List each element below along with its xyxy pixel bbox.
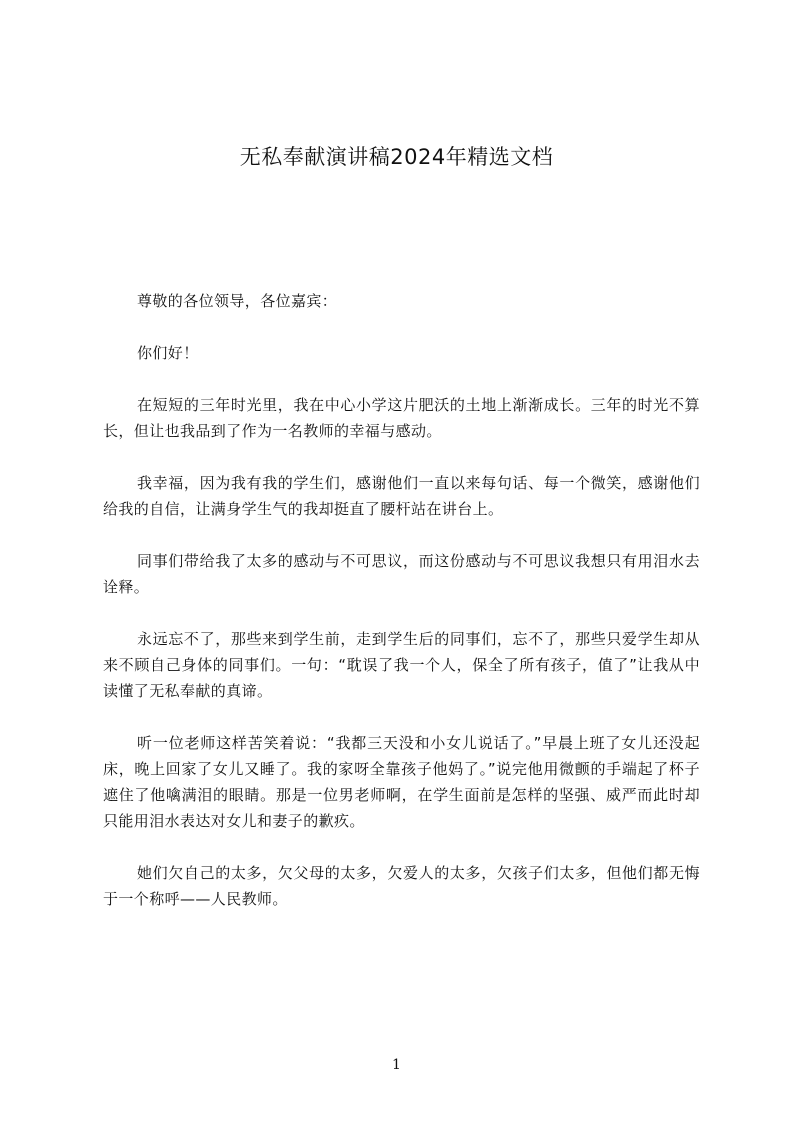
paragraph-greeting: 你们好！: [137, 344, 199, 362]
paragraph: 她们欠自己的太多，欠父母的太多，欠爱人的太多，欠孩子们太多，但他们都无悔于一个称呼——人民教师。: [103, 864, 700, 908]
document-title: 无私奉献演讲稿2024年精选文档: [239, 145, 554, 169]
paragraph: 永远忘不了，那些来到学生前，走到学生后的同事们，忘不了，那些只爱学生却从来不顾自己身体的同事们。一句：“耽误了我一个人，保全了所有孩子，值了”让我从中读懂了无私奉献的真谛。: [103, 630, 700, 700]
paragraph: 同事们带给我了太多的感动与不可思议，而这份感动与不可思议我想只有用泪水去诠释。: [103, 552, 700, 596]
document-body: [103, 288, 700, 938]
page-number: 1: [392, 1057, 401, 1073]
paragraph-salutation: 尊敬的各位领导，各位嘉宾：: [137, 292, 338, 310]
paragraph: 在短短的三年时光里，我在中心小学这片肥沃的土地上渐渐成长。三年的时光不算长，但让也我品到了作为一名教师的幸福与感动。: [103, 396, 700, 440]
paragraph: 听一位老师这样苦笑着说：“我都三天没和小女儿说话了。”早晨上班了女儿还没起床，晚上回家了女儿又睡了。我的家呀全靠孩子他妈了。”说完他用微颤的手端起了杯子遮住了他噙满泪的眼睛。那是一位男老师啊，在学生面前是怎样的坚强、威严而此时却只能用泪水表达对女儿和妻子的歉疚。: [103, 734, 700, 830]
paragraph: 我幸福，因为我有我的学生们，感谢他们一直以来每句话、每一个微笑，感谢他们给我的自信，让满身学生气的我却挺直了腰杆站在讲台上。: [103, 474, 700, 518]
